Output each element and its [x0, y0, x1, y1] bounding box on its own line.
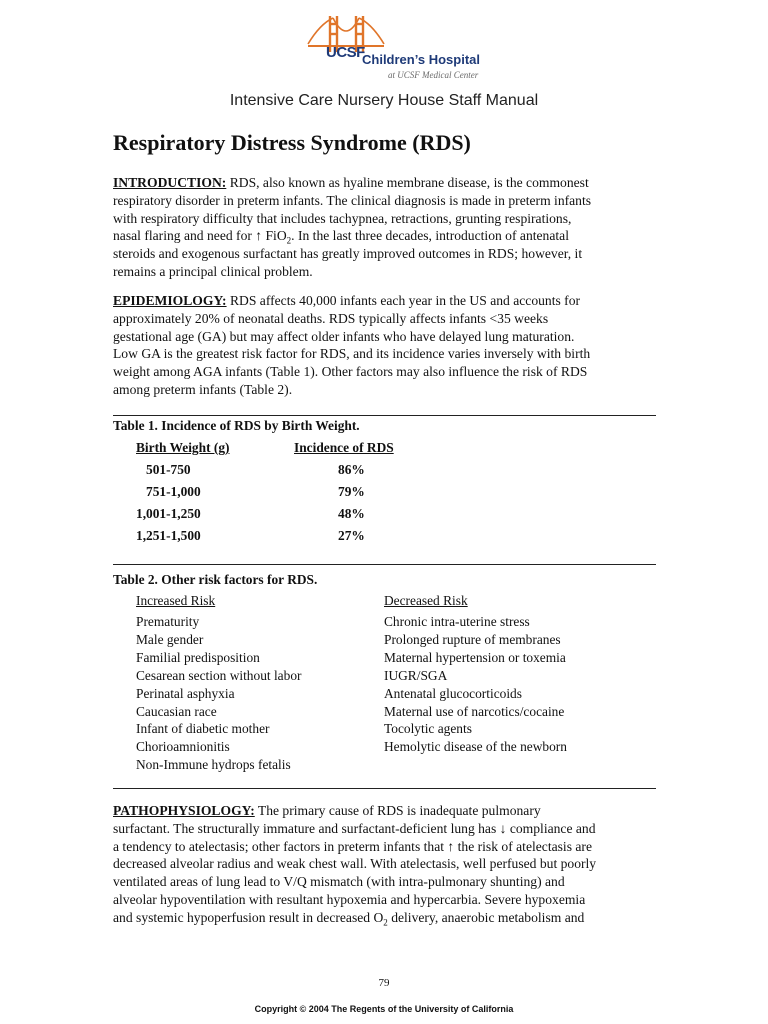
list-item: Chronic intra-uterine stress [384, 614, 530, 629]
list-item: Prematurity [136, 614, 200, 629]
manual-title: Intensive Care Nursery House Staff Manual [229, 92, 539, 109]
table1-cell-incidence: 48% [338, 506, 365, 521]
pathophysiology-heading: PATHOPHYSIOLOGY: [113, 803, 255, 818]
decreased-risk-list [384, 613, 567, 756]
list-item: Infant of diabetic mother [136, 721, 270, 737]
list-item: IUGR/SGA [384, 667, 448, 683]
table2-header-decreased: Decreased Risk [384, 593, 468, 608]
table1-cell-weight: 501-750 [146, 462, 191, 477]
table1-header-weight: Birth Weight (g) [136, 440, 230, 455]
list-item: Chorioamnionitis [136, 739, 230, 755]
list-item: Familial predisposition [136, 649, 260, 665]
table2-caption: Table 2. Other risk factors for RDS. [113, 572, 318, 587]
copyright-footer: Copyright © 2004 The Regents of the University of California [254, 1004, 514, 1014]
list-item: Non-Immune hydrops fetalis [136, 757, 291, 773]
list-item: Hemolytic disease of the newborn [384, 739, 567, 755]
table1-cell-weight: 1,251-1,500 [136, 528, 201, 543]
divider-rule [113, 415, 656, 416]
list-item: Maternal use of narcotics/cocaine [384, 703, 565, 719]
list-item: Antenatal glucocorticoids [384, 685, 522, 701]
table1-cell-incidence: 27% [338, 528, 365, 543]
list-item: Male gender [136, 631, 204, 647]
list-item: Maternal hypertension or toxemia [384, 649, 566, 665]
table1-caption: Table 1. Incidence of RDS by Birth Weight. [113, 418, 360, 433]
table1-cell-incidence: 79% [338, 484, 365, 499]
list-item: Caucasian race [136, 703, 217, 719]
table2-header-increased: Increased Risk [136, 593, 216, 608]
page-title: Respiratory Distress Syndrome (RDS) [113, 130, 471, 155]
logo-subtitle: at UCSF Medical Center [388, 70, 479, 80]
ucsf-childrens-hospital-logo [298, 14, 478, 78]
table1-cell-incidence: 86% [338, 462, 365, 477]
list-item: Perinatal asphyxia [136, 685, 235, 701]
table1-cell-weight: 1,001-1,250 [136, 506, 201, 521]
logo-hospital-name: Children’s Hospital [362, 52, 480, 67]
increased-risk-list [136, 613, 301, 774]
pathophysiology-paragraph: PATHOPHYSIOLOGY: The primary cause of RDS is inadequate pulmonary surfactant. The structurally immature and surfactant-deficient lung has ↓ compliance and a tendency to atelectasis; other factors in preterm infants that ↑ the risk of atelectasis are decreased alveolar radius and weak chest wall. With atelectasis, well perfused but poorly ventilated areas of lung lead to V/Q mismatch (with intra-pulmonary shunting) and alveolar hypoventilation with resultant hypoxemia and hypercarbia. Severe hypoxemia and systemic hypoperfusion result in decreased $O_2$ delivery, anaerobic metabolism and [113, 803, 597, 928]
divider-rule [113, 788, 656, 789]
list-item: Cesarean section without labor [136, 667, 302, 683]
table1-header-incidence: Incidence of RDS [294, 440, 394, 455]
list-item: Prolonged rupture of membranes [384, 631, 561, 647]
logo-ucsf-text: UCSF [326, 44, 365, 61]
epidemiology-paragraph: EPIDEMIOLOGY: RDS affects 40,000 infants each year in the US and accounts for approximately 20% of neonatal deaths. RDS typically affects infants <35 weeks gestational age (GA) but may affect older infants who have delayed lung maturation. Low GA is the greatest risk factor for RDS, and its incidence varies inversely with birth weight among AGA infants (Table 1). Other factors may also influence the risk of RDS among preterm infants (Table 2). [113, 293, 591, 397]
table1-cell-weight: 751-1,000 [146, 484, 201, 499]
introduction-paragraph: INTRODUCTION: RDS, also known as hyaline membrane disease, is the commonest respiratory disorder in preterm infants. The clinical diagnosis is made in preterm infants with respiratory difficulty that includes tachypnea, retractions, grunting respirations, nasal flaring and need for ↑ FiO$_2$. In the last three decades, introduction of antenatal steroids and exogenous surfactant has greatly improved outcomes in RDS; however, it remains a principal clinical problem. [113, 175, 592, 279]
divider-rule [113, 564, 656, 565]
epidemiology-heading: EPIDEMIOLOGY: [113, 293, 227, 308]
page-number: 79 [378, 977, 390, 989]
introduction-heading: INTRODUCTION: [113, 175, 227, 190]
list-item: Tocolytic agents [384, 721, 472, 737]
